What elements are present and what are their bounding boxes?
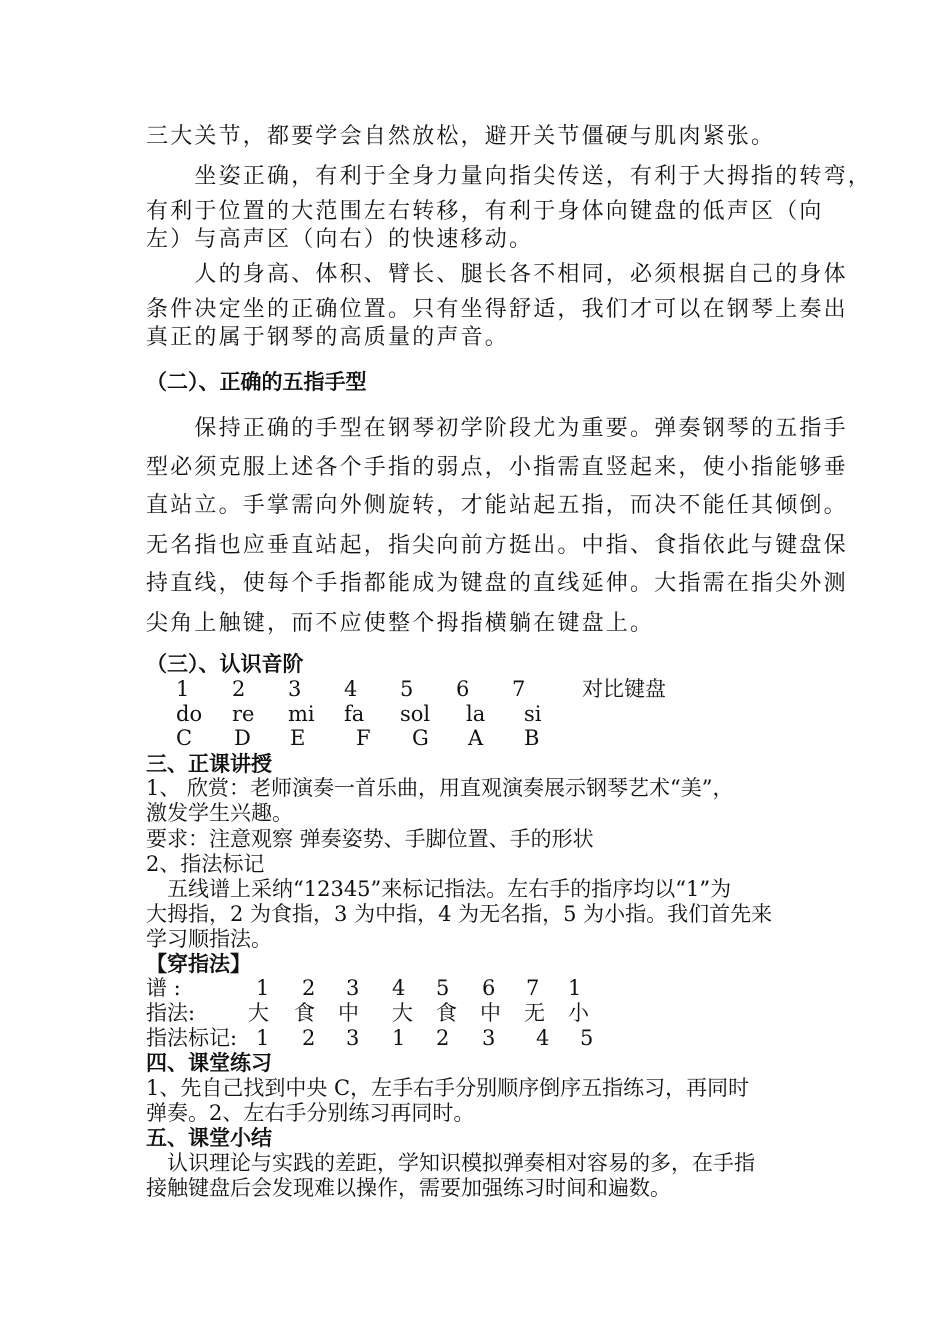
chuan-zhi-fa-label: 【穿指法】 bbox=[146, 952, 251, 976]
section-heading: （二）、正确的五指手型 bbox=[146, 370, 367, 394]
finger-number: 2 bbox=[302, 1026, 316, 1050]
scale-number: 4 bbox=[344, 677, 358, 701]
row-label: 指法标记: bbox=[146, 1026, 238, 1050]
paragraph-line: 1、 欣赏：老师演奏一首乐曲，用直观演奏展示钢琴艺术“美”， bbox=[146, 776, 734, 800]
finger-number: 1 bbox=[392, 1026, 406, 1050]
paragraph-line: 尖角上触键，而不应使整个拇指横躺在键盘上。 bbox=[146, 611, 655, 636]
finger-name: 大 bbox=[248, 1001, 269, 1025]
paragraph-line: 五线谱上采纳“12345”来标记指法。左右手的指序均以“1”为 bbox=[146, 877, 732, 901]
paragraph-line: 学习顺指法。 bbox=[146, 927, 272, 951]
finger-number: 2 bbox=[436, 1026, 450, 1050]
pu-number: 3 bbox=[346, 976, 360, 1000]
note-letter: C bbox=[176, 726, 193, 750]
finger-number: 3 bbox=[482, 1026, 496, 1050]
paragraph-line: 保持正确的手型在钢琴初学阶段尤为重要。弹奏钢琴的五指手 bbox=[146, 416, 848, 441]
paragraph-line: 持直线，使每个手指都能成为键盘的直线延伸。大指需在指尖外测 bbox=[146, 571, 848, 596]
section-heading: 四、课堂练习 bbox=[146, 1051, 272, 1075]
paragraph-line: 弹奏。2、左右手分别练习再同时。 bbox=[146, 1101, 475, 1125]
finger-number: 4 bbox=[536, 1026, 550, 1050]
solfege-syllable: do bbox=[176, 702, 203, 726]
note-letter: D bbox=[234, 726, 251, 750]
pu-number: 1 bbox=[256, 976, 270, 1000]
note-letter: A bbox=[468, 726, 484, 750]
pu-number: 6 bbox=[482, 976, 496, 1000]
finger-name: 小 bbox=[568, 1001, 589, 1025]
solfege-syllable: mi bbox=[288, 702, 315, 726]
compare-keyboard-label: 对比键盘 bbox=[582, 677, 666, 701]
note-letter: G bbox=[412, 726, 429, 750]
solfege-syllable: sol bbox=[400, 702, 431, 726]
section-heading: 三、正课讲授 bbox=[146, 752, 272, 776]
pu-number: 5 bbox=[436, 976, 450, 1000]
finger-number: 5 bbox=[580, 1026, 594, 1050]
paragraph-line: 无名指也应垂直站起，指尖向前方挺出。中指、食指依此与键盘保 bbox=[146, 533, 848, 558]
paragraph-line: 2、指法标记 bbox=[146, 852, 265, 876]
paragraph-line: 认识理论与实践的差距，学知识模拟弹奏相对容易的多，在手指 bbox=[146, 1151, 755, 1175]
paragraph-line: 坐姿正确，有利于全身力量向指尖传送，有利于大拇指的转弯， bbox=[146, 164, 873, 189]
pu-number: 4 bbox=[392, 976, 406, 1000]
finger-name: 食 bbox=[436, 1001, 457, 1025]
scale-number: 3 bbox=[288, 677, 302, 701]
section-heading: （三）、认识音阶 bbox=[146, 652, 304, 676]
finger-number: 3 bbox=[346, 1026, 360, 1050]
paragraph-line: 人的身高、体积、臂长、腿长各不相同，必须根据自己的身体 bbox=[146, 262, 848, 287]
scale-number: 7 bbox=[512, 677, 526, 701]
finger-name: 大 bbox=[392, 1001, 413, 1025]
paragraph-line: 大拇指，2 为食指，3 为中指，4 为无名指，5 为小指。我们首先来 bbox=[146, 902, 773, 926]
paragraph-line: 左）与高声区（向右）的快速移动。 bbox=[146, 227, 534, 252]
section-heading: 五、课堂小结 bbox=[146, 1126, 272, 1150]
solfege-syllable: fa bbox=[344, 702, 365, 726]
solfege-syllable: re bbox=[232, 702, 255, 726]
note-letter: F bbox=[356, 726, 371, 750]
paragraph-line: 三大关节，都要学会自然放松，避开关节僵硬与肌肉紧张。 bbox=[146, 124, 776, 149]
paragraph-line: 1、先自己找到中央 C，左手右手分别顺序倒序五指练习，再同时 bbox=[146, 1076, 750, 1100]
pu-number: 7 bbox=[526, 976, 540, 1000]
solfege-syllable: si bbox=[524, 702, 542, 726]
scale-number: 2 bbox=[232, 677, 246, 701]
row-label: 谱 : bbox=[146, 976, 181, 1000]
solfege-syllable: la bbox=[466, 702, 486, 726]
paragraph-line: 要求：注意观察 弹奏姿势、手脚位置、手的形状 bbox=[146, 827, 594, 851]
scale-number: 5 bbox=[400, 677, 414, 701]
scale-number: 6 bbox=[456, 677, 470, 701]
pu-number: 1 bbox=[568, 976, 582, 1000]
finger-name: 食 bbox=[294, 1001, 315, 1025]
paragraph-line: 有利于位置的大范围左右转移，有利于身体向键盘的低声区（向 bbox=[146, 199, 824, 224]
finger-name: 无 bbox=[524, 1001, 545, 1025]
note-letter: E bbox=[290, 726, 306, 750]
paragraph-line: 直站立。手掌需向外侧旋转，才能站起五指，而决不能任其倾倒。 bbox=[146, 493, 848, 518]
finger-number: 1 bbox=[256, 1026, 270, 1050]
note-letter: B bbox=[524, 726, 540, 750]
row-label: 指法: bbox=[146, 1001, 196, 1025]
paragraph-line: 型必须克服上述各个手指的弱点，小指需直竖起来，使小指能够垂 bbox=[146, 455, 848, 480]
paragraph-line: 接触键盘后会发现难以操作，需要加强练习时间和遍数。 bbox=[146, 1176, 671, 1200]
finger-name: 中 bbox=[338, 1001, 359, 1025]
paragraph-line: 激发学生兴趣。 bbox=[146, 801, 293, 825]
scale-number: 1 bbox=[176, 677, 190, 701]
paragraph-line: 条件决定坐的正确位置。只有坐得舒适，我们才可以在钢琴上奏出 bbox=[146, 297, 848, 322]
paragraph-line: 真正的属于钢琴的高质量的声音。 bbox=[146, 325, 510, 350]
finger-name: 中 bbox=[480, 1001, 501, 1025]
pu-number: 2 bbox=[302, 976, 316, 1000]
